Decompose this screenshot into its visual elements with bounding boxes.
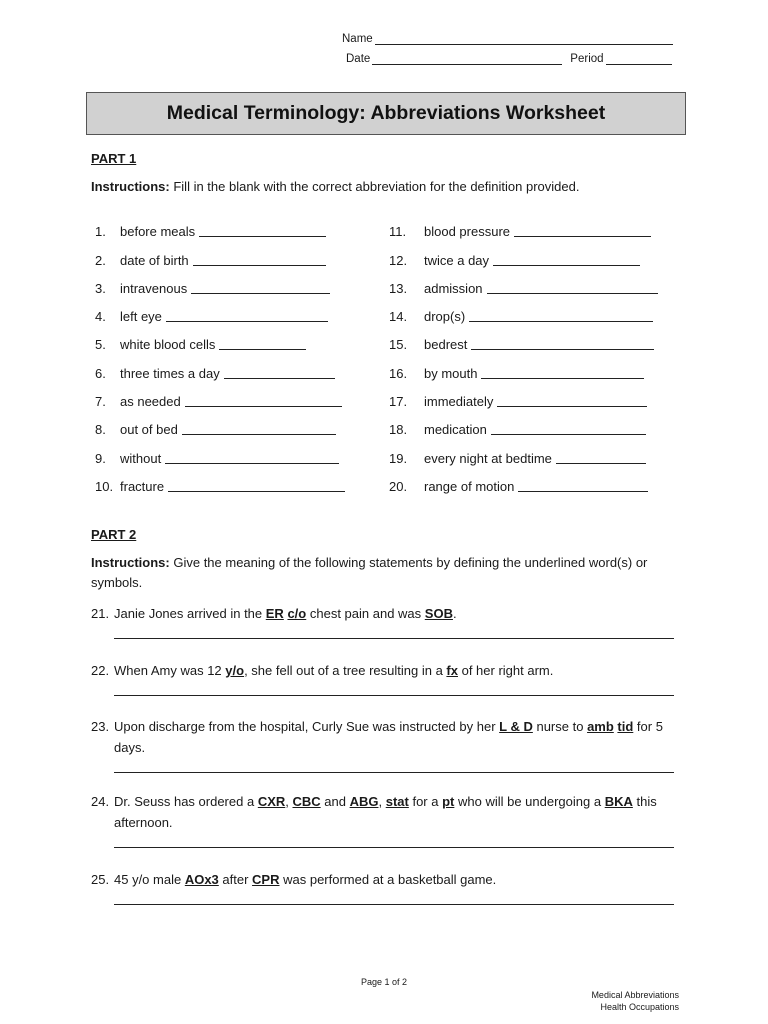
underlined-term: y/o [225,663,245,678]
question-text-segment: , she fell out of a tree resulting in a [244,663,447,678]
answer-line[interactable] [114,681,674,696]
vocab-item [389,412,679,440]
answer-blank[interactable] [219,335,306,350]
question-text-segment: for 5 days. [114,719,663,755]
underlined-term: L & D [499,719,533,734]
vocab-item [389,271,679,299]
question-text-segment: 45 y/o male [114,872,185,887]
answer-blank[interactable] [199,222,326,237]
answer-line[interactable] [114,624,674,639]
question-text-segment: for a [408,794,443,809]
question [91,791,681,848]
answer-blank[interactable] [182,420,336,435]
item-definition: medication [424,422,487,438]
question-number: 23. [91,719,110,734]
underlined-term: fx [446,663,458,678]
question-text-segment: this afternoon. [114,794,657,830]
answer-blank[interactable] [471,335,654,350]
vocab-item [95,214,365,242]
question-number: 21. [91,606,110,621]
item-number: 2. [95,252,106,268]
vocab-item [95,440,365,468]
question-text-segment: nurse to [532,719,588,734]
vocab-item [95,327,365,355]
question-number: 25. [91,872,110,887]
date-period-row [342,45,682,65]
question-text [114,716,681,758]
student-info-fields [342,25,682,65]
item-definition: fracture [120,478,165,494]
answer-blank[interactable] [497,392,647,407]
name-field[interactable] [375,33,673,45]
underlined-term: tid [617,719,634,734]
item-definition: as needed [120,394,181,410]
answer-blank[interactable] [556,449,646,464]
underlined-term: CXR [257,794,286,809]
footer-department: Health Occupations [600,1002,679,1012]
vocab-item [389,440,679,468]
answer-blank[interactable] [166,307,328,322]
part1-column-right [389,214,679,497]
answer-blank[interactable] [224,364,335,379]
question [91,603,681,639]
underlined-term: BKA [604,794,633,809]
question-text-segment: Dr. Seuss has ordered a [114,794,258,809]
item-number: 13. [389,280,408,296]
name-row [342,25,682,45]
vocab-item [95,384,365,412]
date-field[interactable] [372,53,562,65]
question-number: 22. [91,663,110,678]
vocab-item [95,299,365,327]
item-definition: three times a day [120,365,220,381]
underlined-term: amb [587,719,614,734]
vocab-item [389,355,679,383]
item-number: 1. [95,224,106,240]
question-text-segment: and [320,794,350,809]
answer-blank[interactable] [518,477,648,492]
underlined-term: ER [265,606,284,621]
question-text-segment: of her right arm. [457,663,554,678]
item-definition: without [120,450,162,466]
question-text-segment: Janie Jones arrived in the [114,606,266,621]
item-definition: intravenous [120,280,188,296]
underlined-term: pt [442,794,455,809]
underlined-term: ABG [349,794,379,809]
footer-course: Medical Abbreviations [591,990,679,1000]
part1-instructions-text: Fill in the blank with the correct abbreviation for the definition provided. [169,179,580,194]
item-number: 20. [389,478,408,494]
answer-blank[interactable] [481,364,644,379]
answer-blank[interactable] [514,222,651,237]
answer-blank[interactable] [193,251,326,266]
question [91,660,681,696]
vocab-item [95,412,365,440]
item-definition: white blood cells [120,337,216,353]
underlined-term: AOx3 [184,872,219,887]
answer-line[interactable] [114,890,674,905]
item-definition: range of motion [424,478,515,494]
item-number: 5. [95,337,106,353]
vocab-item [389,214,679,242]
name-label: Name [342,33,373,45]
answer-line[interactable] [114,758,674,773]
item-number: 17. [389,394,408,410]
vocab-item [389,384,679,412]
answer-blank[interactable] [487,279,658,294]
question-text [114,869,681,890]
page-title: Medical Terminology: Abbreviations Worksheet [166,102,606,124]
underlined-term: SOB [424,606,453,621]
question-text-segment: Upon discharge from the hospital, Curly Sue was instructed by her [114,719,500,734]
part2-instructions-text: Give the meaning of the following statements by defining the underlined word(s) or symbols. [91,555,648,590]
item-definition: bedrest [424,337,468,353]
answer-blank[interactable] [191,279,330,294]
vocab-item [389,299,679,327]
item-number: 16. [389,365,408,381]
item-definition: before meals [120,224,196,240]
answer-blank[interactable] [491,420,646,435]
question-text-segment: , [285,794,293,809]
question-text-segment: after [218,872,253,887]
date-label: Date [346,53,371,65]
title-banner [86,92,686,135]
item-definition: by mouth [424,365,478,381]
answer-blank[interactable] [168,477,345,492]
question-text [114,660,681,681]
item-number: 3. [95,280,106,296]
vocab-item [95,242,365,270]
answer-blank[interactable] [493,251,640,266]
page-number: Page 1 of 2 [360,977,408,987]
item-number: 11. [389,224,407,240]
item-definition: drop(s) [424,309,466,325]
item-definition: date of birth [120,252,189,268]
answer-blank[interactable] [469,307,653,322]
item-number: 4. [95,309,106,325]
vocab-item [95,355,365,383]
item-definition: twice a day [424,252,490,268]
item-definition: blood pressure [424,224,510,240]
item-number: 12. [389,252,408,268]
question-text-segment: When Amy was 12 [114,663,226,678]
period-field[interactable] [606,53,672,65]
question [91,716,681,773]
question-text-segment: . [452,606,457,621]
item-number: 7. [95,394,106,410]
vocab-item [389,469,679,497]
part1-column-left [95,214,365,497]
underlined-term: CPR [252,872,280,887]
question-text-segment: was performed at a basketball game. [279,872,497,887]
item-definition: immediately [424,394,494,410]
item-definition: out of bed [120,422,178,438]
item-number: 6. [95,365,106,381]
question-text [114,603,681,624]
underlined-term: c/o [287,606,307,621]
footer-course-info [591,989,679,1013]
underlined-term: stat [385,794,409,809]
question-text [114,791,681,833]
part1-heading: PART 1 [91,151,137,166]
item-definition: left eye [120,309,162,325]
vocab-item [389,242,679,270]
question-number: 24. [91,794,110,809]
item-number: 18. [389,422,408,438]
vocab-item [95,469,365,497]
underlined-term: CBC [292,794,321,809]
question-text-segment: , [378,794,386,809]
item-number: 8. [95,422,106,438]
item-number: 19. [389,450,408,466]
item-number: 15. [389,337,408,353]
part1-instructions-label: Instructions: [91,179,170,194]
part2-instructions [91,553,681,593]
item-number: 14. [389,309,408,325]
part2-heading: PART 2 [91,527,137,542]
item-number: 9. [95,450,106,466]
vocab-item [389,327,679,355]
item-definition: admission [424,280,483,296]
question-text-segment: who will be undergoing a [454,794,605,809]
answer-blank[interactable] [185,392,342,407]
question-text-segment: chest pain and was [306,606,425,621]
answer-line[interactable] [114,833,674,848]
period-label: Period [570,53,604,65]
part1-instructions [91,177,681,197]
question [91,869,681,905]
vocab-item [95,271,365,299]
item-definition: every night at bedtime [424,450,552,466]
part2-instructions-label: Instructions: [91,555,170,570]
item-number: 10. [95,478,114,494]
answer-blank[interactable] [165,449,339,464]
